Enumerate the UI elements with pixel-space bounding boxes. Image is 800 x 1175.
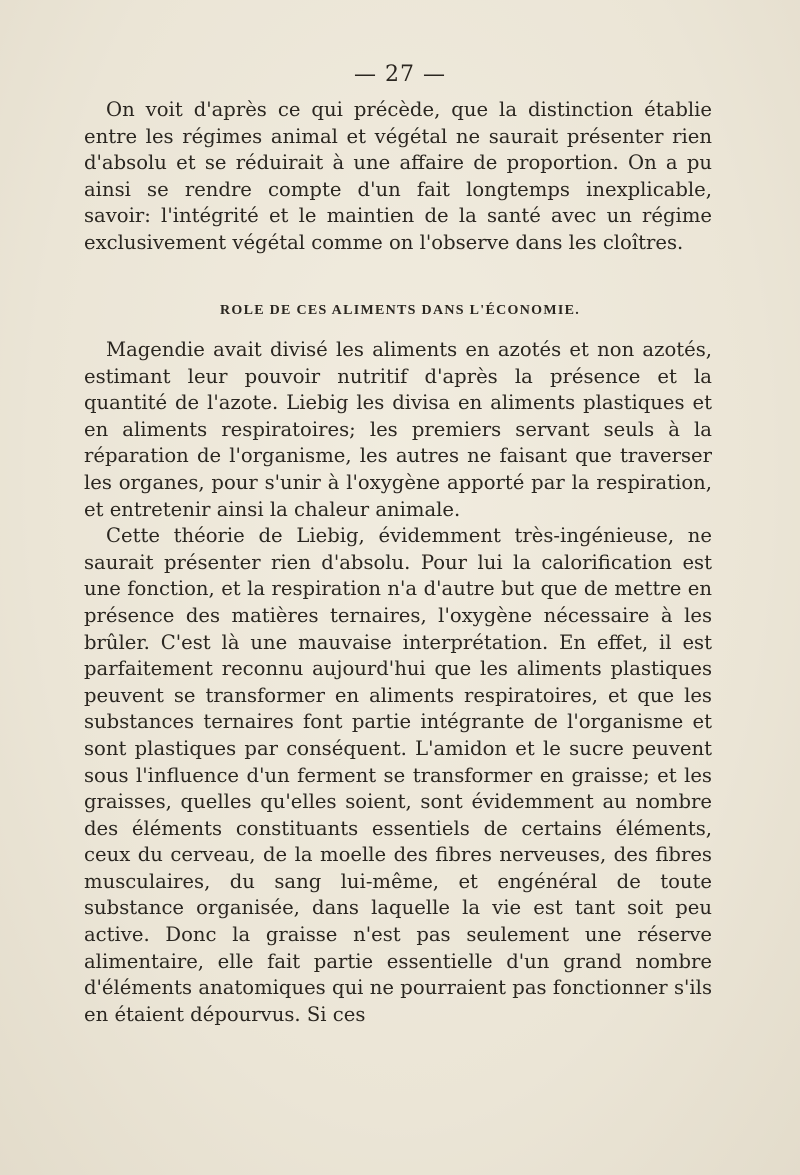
paragraph-liebig-classification: Magendie avait divisé les aliments en azotés et non azotés, estimant leur pouvoir nutritif d'après la présence et la quantité de l'azote. Liebig les divisa en aliments plastiques et en aliments respiratoires; les premiers servant seuls à la réparation de l'organisme, les autres ne faisant que traverser les organes, pour s'unir à l'oxygène apporté par la respiration, et entretenir ainsi la chaleur animale. bbox=[84, 338, 712, 521]
intro-paragraph: On voit d'après ce qui précède, que la distinction établie entre les régimes animal et végétal ne saurait présenter rien d'absolu et se réduirait à une affaire de proportion. On a pu ainsi se rendre compte d'un fait longtemps inexplicable, savoir: l'intégrité et le maintien de la santé avec un régime exclusivement végétal comme on l'observe dans les cloîtres. bbox=[84, 98, 712, 254]
paragraph-liebig-theory: Cette théorie de Liebig, évidemment très-ingénieuse, ne saurait présenter rien d'absolu. Pour lui la calorification est une fonction, et la respiration n'a d'autre but que de mettre en présence des matières ternaires, l'oxygène nécessaire à les brûler. C'est là une mauvaise interprétation. En effet, il est parfaitement reconnu aujourd'hui que les aliments plastiques peuvent se transformer en aliments respiratoires, et que les substances ternaires font partie intégrante de l'organisme et sont plastiques par conséquent. L'amidon et le sucre peuvent sous l'influence d'un ferment se transformer en graisse; et les graisses, quelles qu'elles soient, sont évidemment au nombre des éléments constituants essentiels de certains éléments, ceux du cerveau, de la moelle des fibres nerveuses, des fibres musculaires, du sang lui-même, et engénéral de toute substance organisée, dans laquelle la vie est tant soit peu active. Donc la graisse n'est pas seulement une réserve alimentaire, elle fait partie essentielle d'un grand nombre d'éléments anatomiques qui ne pourraient pas fonctionner s'ils en étaient dépourvus. Si ces bbox=[84, 524, 712, 1026]
section-heading: ROLE DE CES ALIMENTS DANS L'ÉCONOMIE. bbox=[219, 303, 581, 318]
main-text-block bbox=[84, 337, 712, 1028]
page-number: — 27 — bbox=[354, 62, 446, 87]
intro-text-block bbox=[84, 97, 712, 257]
